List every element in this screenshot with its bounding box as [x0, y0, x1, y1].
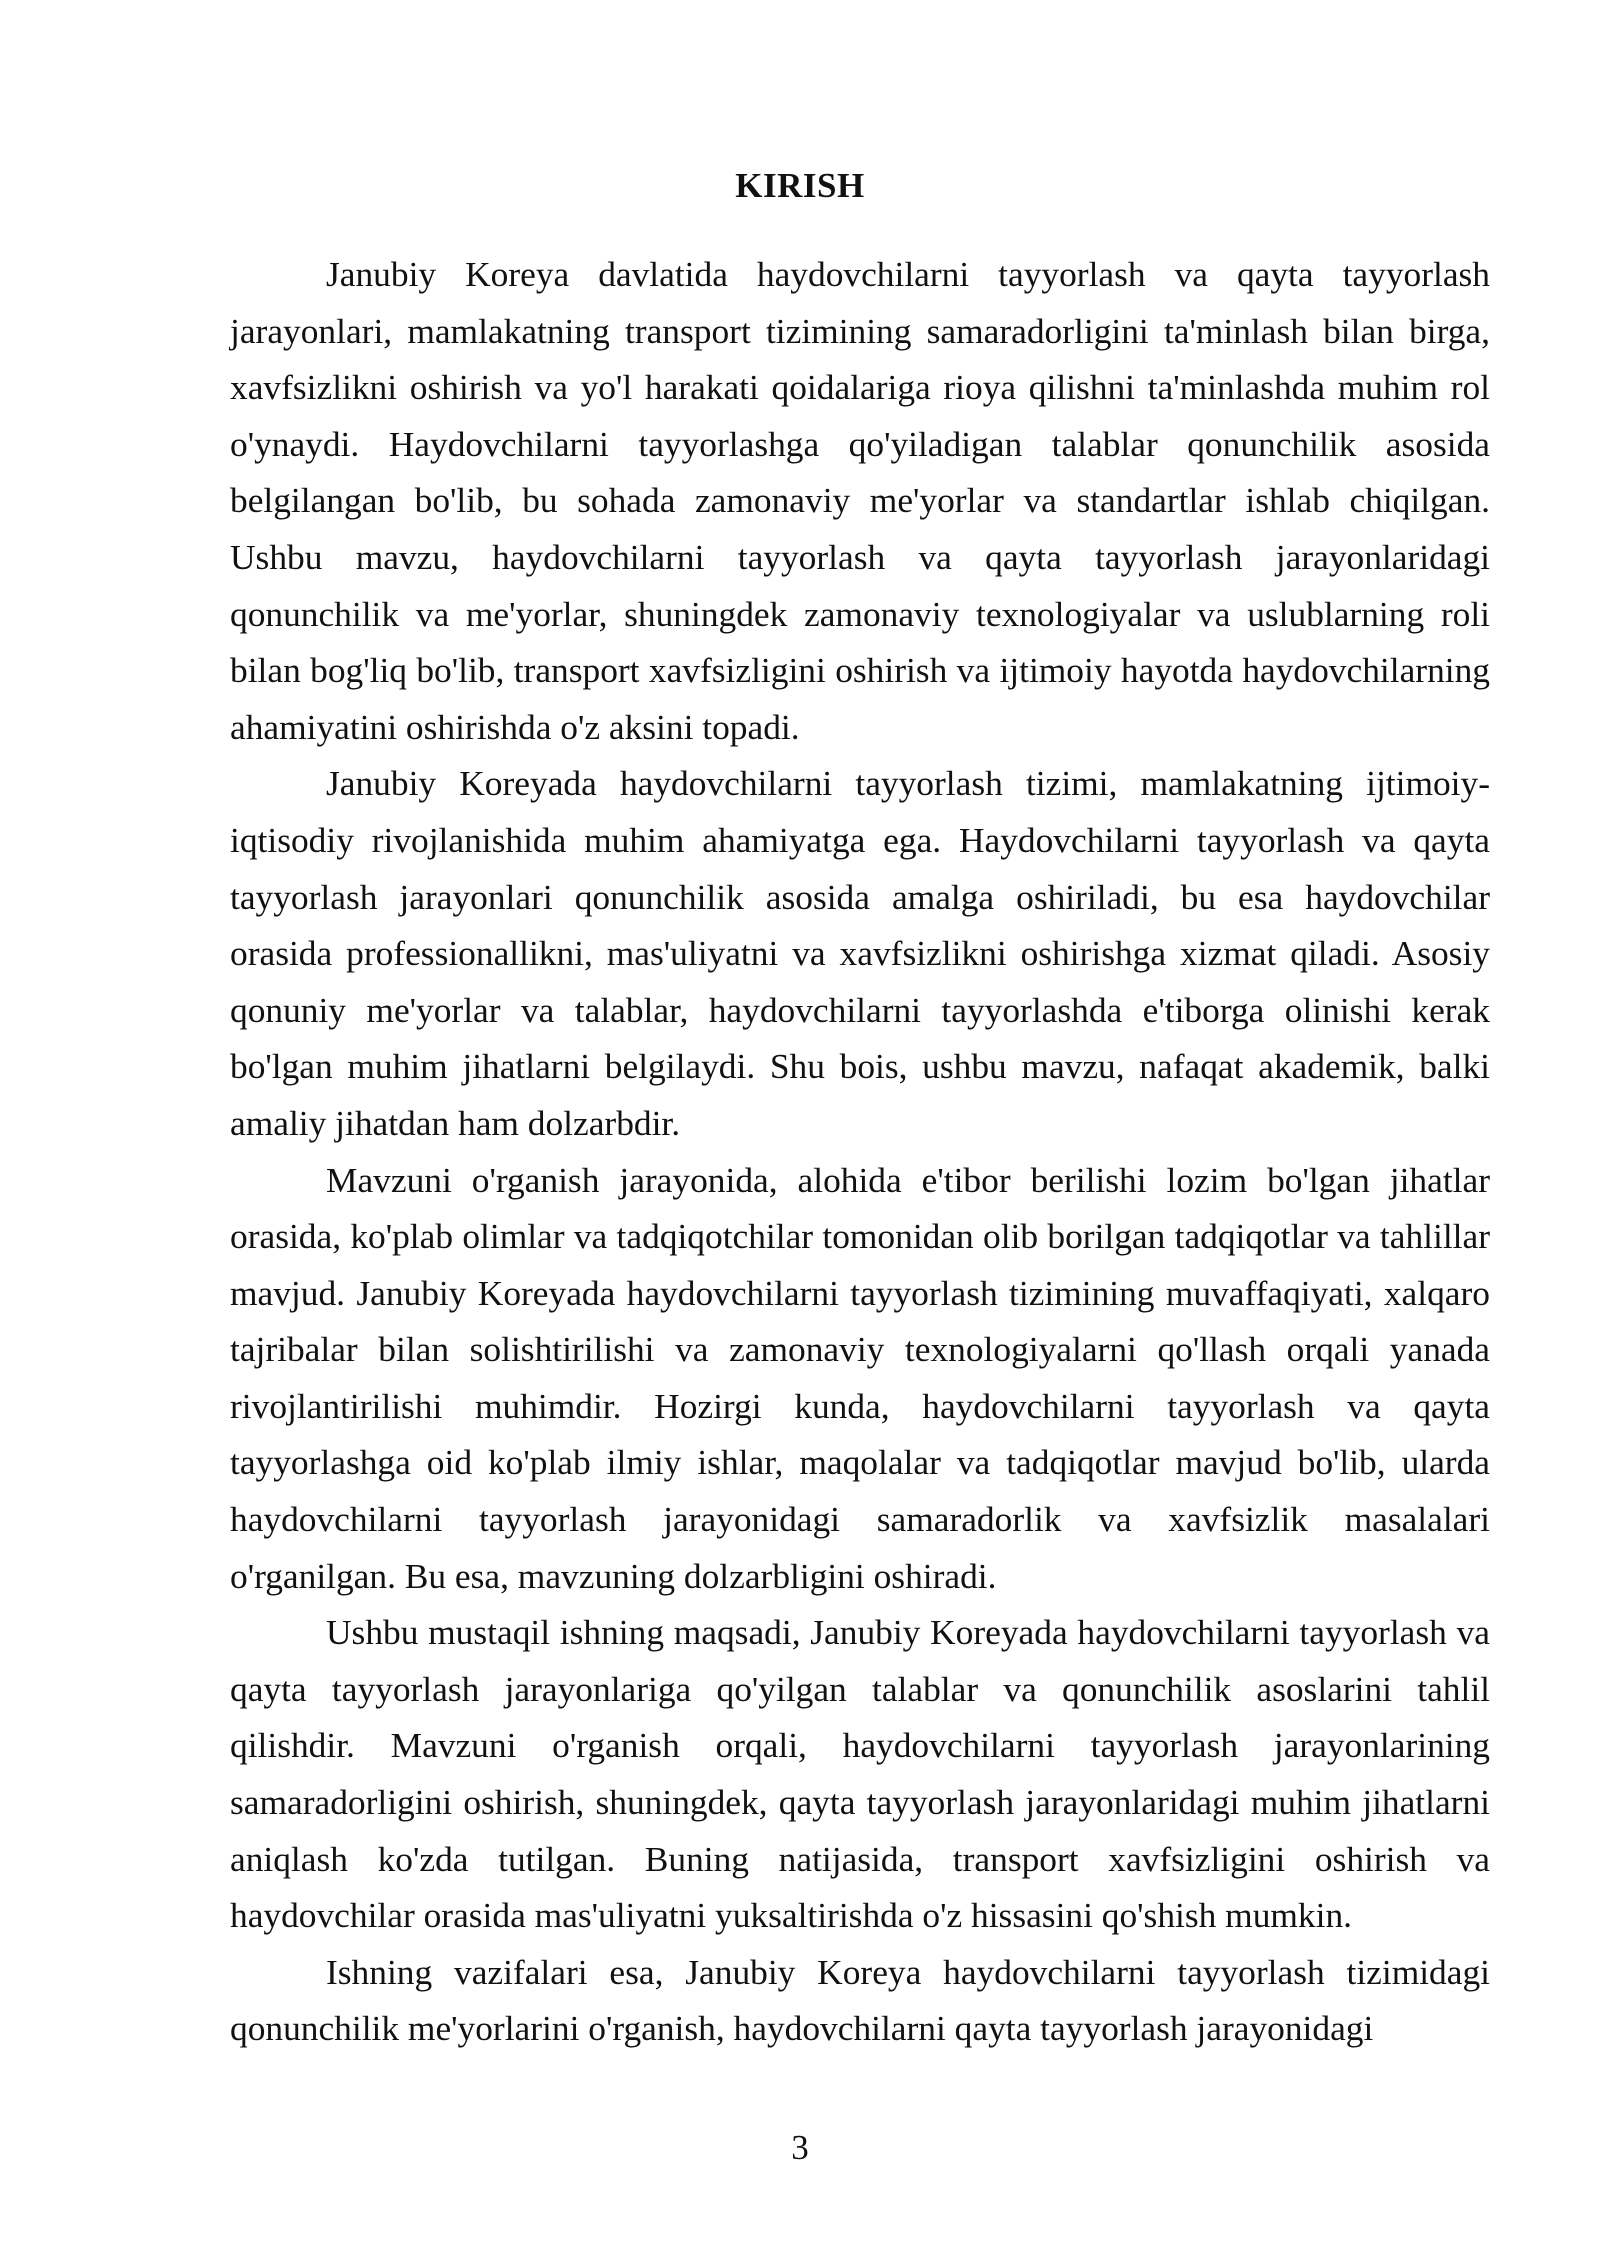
page-title: KIRISH [735, 166, 865, 205]
paragraph-4: Ushbu mustaqil ishning maqsadi, Janubiy Koreyada haydovchilarni tayyorlash va qayta tayyorlash jarayonlariga qo'yilgan talablar va qonunchilik asoslarini tahlil qilishdir. Mavzuni o'rganish orqali, haydovchilarni tayyorlash jarayonlarining samaradorligini oshirish, shuningdek, qayta tayyorlash jarayonlaridagi muhim jihatlarni aniqlash ko'zda tutilgan. Buning natijasida, transport xavfsizligini oshirish va haydovchilar orasida mas'uliyatni yuksaltirishda o'z hissasini qo'shish mumkin. [230, 1612, 1490, 1936]
paragraph-5: Ishning vazifalari esa, Janubiy Koreya haydovchilarni tayyorlash tizimidagi qonunchilik me'yorlarini o'rganish, haydovchilarni qayta tayyorlash jarayonidagi [230, 1951, 1490, 2049]
paragraph-2: Janubiy Koreyada haydovchilarni tayyorlash tizimi, mamlakatning ijtimoiy-iqtisodiy rivojlanishida muhim ahamiyatga ega. Haydovchilarni tayyorlash va qayta tayyorlash jarayonlari qonunchilik asosida amalga oshiriladi, bu esa haydovchilar orasida professionallikni, mas'uliyatni va xavfsizlikni oshirishga xizmat qiladi. Asosiy qonuniy me'yorlar va talablar, haydovchilarni tayyorlashda e'tiborga olinishi kerak bo'lgan muhim jihatlarni belgilaydi. Shu bois, ushbu mavzu, nafaqat akademik, balki amaliy jihatdan ham dolzarbdir. [230, 763, 1490, 1143]
page-number: 3 [791, 2128, 809, 2167]
body-text [230, 246, 1490, 2057]
paragraph-1: Janubiy Koreya davlatida haydovchilarni tayyorlash va qayta tayyorlash jarayonlari, mamlakatning transport tizimining samaradorligini ta'minlash bilan birga, xavfsizlikni oshirish va yo'l harakati qoidalariga rioya qilishni ta'minlashda muhim rol o'ynaydi. Haydovchilarni tayyorlashga qo'yiladigan talablar qonunchilik asosida belgilangan bo'lib, bu sohada zamonaviy me'yorlar va standartlar ishlab chiqilgan. Ushbu mavzu, haydovchilarni tayyorlash va qayta tayyorlash jarayonlaridagi qonunchilik va me'yorlar, shuningdek zamonaviy texnologiyalar va uslublarning roli bilan bog'liq bo'lib, transport xavfsizligini oshirish va ijtimoiy hayotda haydovchilarning ahamiyatini oshirishda o'z aksini topadi. [230, 254, 1490, 747]
paragraph-3: Mavzuni o'rganish jarayonida, alohida e'tibor berilishi lozim bo'lgan jihatlar orasida, ko'plab olimlar va tadqiqotchilar tomonidan olib borilgan tadqiqotlar va tahlillar mavjud. Janubiy Koreyada haydovchilarni tayyorlash tizimining muvaffaqiyati, xalqaro tajribalar bilan solishtirilishi va zamonaviy texnologiyalarni qo'llash orqali yanada rivojlantirilishi muhimdir. Hozirgi kunda, haydovchilarni tayyorlash va qayta tayyorlashga oid ko'plab ilmiy ishlar, maqolalar va tadqiqotlar mavjud bo'lib, ularda haydovchilarni tayyorlash jarayonidagi samaradorlik va xavfsizlik masalalari o'rganilgan. Bu esa, mavzuning dolzarbligini oshiradi. [230, 1159, 1490, 1596]
